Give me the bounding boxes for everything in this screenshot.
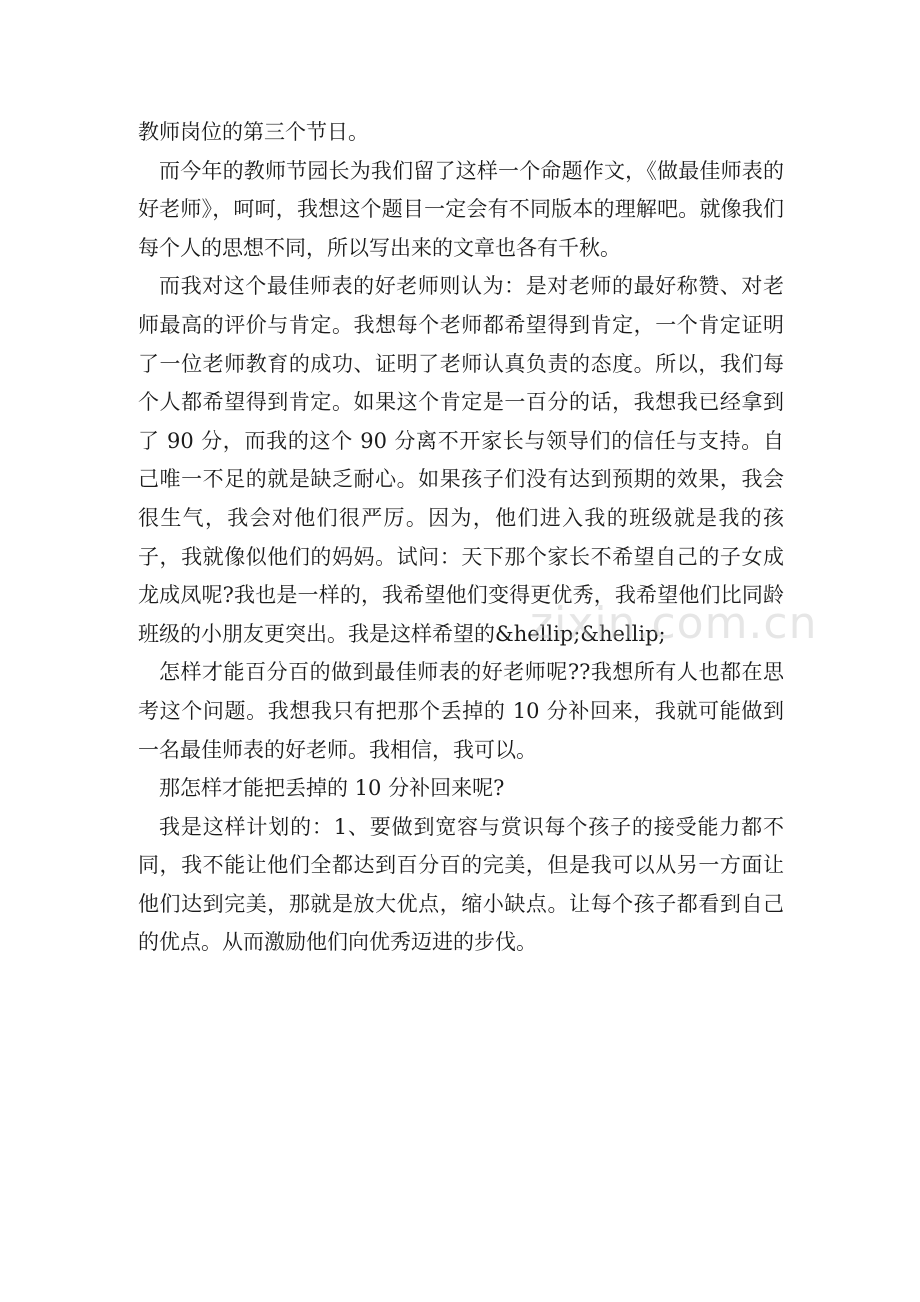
watermark-text: zixin.com.cn	[530, 598, 818, 649]
paragraph-6: 我是这样计划的：1、要做到宽容与赏识每个孩子的接受能力都不同，我不能让他们全都达到百分百的完美，但是我可以从另一方面让他们达到完美，那就是放大优点，缩小缺点。让每个孩子都看到自己的优点。从而激励他们向优秀迈进的步伐。	[138, 814, 784, 955]
paragraph-1: 教师岗位的第三个节日。	[138, 120, 369, 144]
paragraph-4: 怎样才能百分百的做到最佳师表的好老师呢??我想所有人也都在思考这个问题。我想我只有把那个丢掉的 10 分补回来，我就可能做到一名最佳师表的好老师。我相信，我可以。	[138, 660, 784, 762]
document-body	[138, 113, 818, 962]
paragraph-3: 而我对这个最佳师表的好老师则认为：是对老师的最好称赞、对老师最高的评价与肯定。我想每个老师都希望得到肯定，一个肯定证明了一位老师教育的成功、证明了老师认真负责的态度。所以，我们每个人都希望得到肯定。如果这个肯定是一百分的话，我想我已经拿到了 90 分，而我的这个 90 分离不开家长与领导们的信任与支持。自己唯一不足的就是缺乏耐心。如果孩子们没有达到预期的效果，我会很生气，我会对他们很严厉。因为，他们进入我的班级就是我的孩子，我就像似他们的妈妈。试问：天下那个家长不希望自己的子女成龙成凤呢?我也是一样的，我希望他们变得更优秀，我希望他们比同龄班级的小朋友更突出。我是这样希望的&hellip;&hellip;	[138, 274, 784, 646]
paragraph-2: 而今年的教师节园长为我们留了这样一个命题作文，《做最佳师表的好老师》，呵呵，我想这个题目一定会有不同版本的理解吧。就像我们每个人的思想不同，所以写出来的文章也各有千秋。	[138, 158, 784, 260]
paragraph-5: 那怎样才能把丢掉的 10 分补回来呢?	[159, 776, 505, 801]
